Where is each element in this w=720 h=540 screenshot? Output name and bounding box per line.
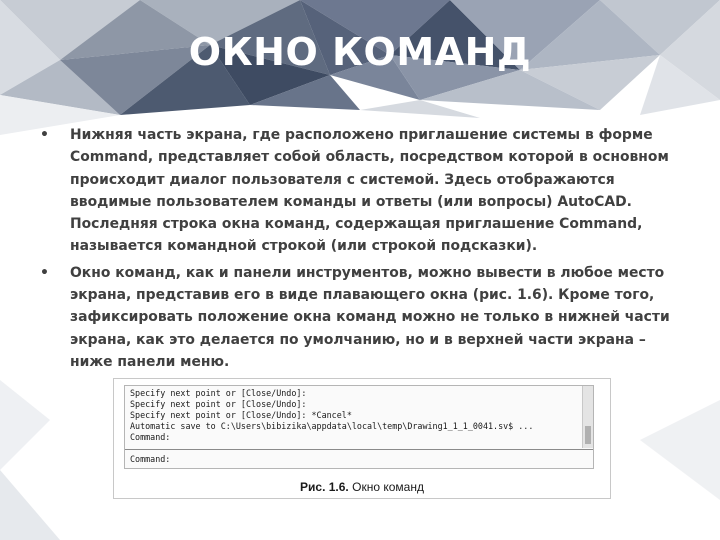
figure-command-window bbox=[113, 378, 611, 499]
command-line-prompt[interactable]: Command: bbox=[130, 454, 171, 464]
scrollbar-thumb[interactable] bbox=[585, 426, 591, 444]
bullet-item bbox=[40, 124, 680, 258]
bullet-marker: • bbox=[40, 127, 49, 143]
command-history-line: Specify next point or [Close/Undo]: *Cancel* bbox=[130, 410, 352, 420]
slide-title: ОКНО КОМАНД bbox=[188, 30, 532, 74]
command-history-line: Specify next point or [Close/Undo]: bbox=[130, 388, 307, 398]
command-history-line: Automatic save to C:\Users\bibizika\appdata\local\temp\Drawing1_1_1_0041.sv$ ... bbox=[130, 421, 534, 431]
history-scrollbar[interactable] bbox=[582, 386, 593, 448]
command-window bbox=[124, 385, 594, 469]
figure-caption bbox=[114, 480, 610, 494]
bullet-text: Окно команд, как и панели инструментов, можно вывести в любое место экрана, представив его в виде плавающего окна (рис. 1.6). Кроме того, зафиксировать положение окна команд можно не только в нижней части экрана, как это делается по умолчанию, но и в верхней части экрана – ниже панели меню. bbox=[70, 264, 670, 370]
bullet-item bbox=[40, 262, 680, 373]
bullet-text: Нижняя часть экрана, где расположено приглашение системы в форме Command, представляет собой область, посредством которой в основном происходит диалог пользователя с системой. Здесь отображаются вводимые пользователем команды и ответы (или вопросы) AutoCAD. Последняя строка окна команд, содержащая приглашение Command, называется командной строкой (или строкой подсказки). bbox=[70, 127, 669, 255]
command-history-line: Specify next point or [Close/Undo]: bbox=[130, 399, 307, 409]
bullet-marker: • bbox=[40, 264, 49, 281]
caption-label: Рис. 1.6. bbox=[300, 480, 349, 494]
bullet-list bbox=[40, 124, 680, 377]
command-line-divider bbox=[125, 449, 593, 450]
command-history-line: Command: bbox=[130, 432, 171, 442]
caption-text: Окно команд bbox=[348, 480, 424, 494]
